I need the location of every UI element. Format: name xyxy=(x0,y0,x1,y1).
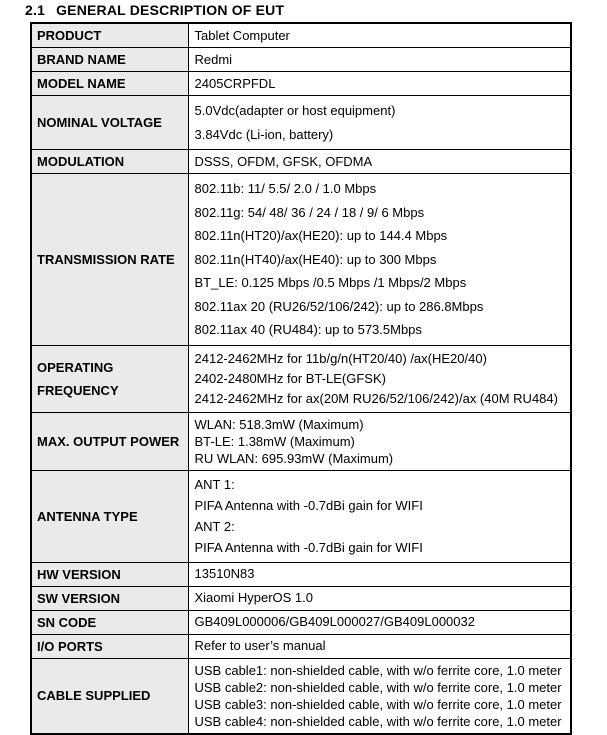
value-line: ANT 2: xyxy=(194,519,235,534)
value-line: USB cable1: non-shielded cable, with w/o ferrite core, 1.0 meter xyxy=(194,662,562,678)
row-label: SW VERSION xyxy=(31,586,188,610)
value-line: USB cable3: non-shielded cable, with w/o ferrite core, 1.0 meter xyxy=(194,696,562,712)
value-line: Tablet Computer xyxy=(194,27,290,43)
value-line: PIFA Antenna with -0.7dBi gain for WIFI xyxy=(194,497,423,513)
row-value xyxy=(188,610,571,634)
page-title: GENERAL DESCRIPTION OF EUT xyxy=(56,2,285,18)
row-value xyxy=(188,174,571,346)
eut-description-table xyxy=(30,22,572,735)
value-line: 802.11n(HT40)/ax(HE40): up to 300 Mbps xyxy=(194,251,437,267)
value-line: BT-LE: 1.38mW (Maximum) xyxy=(194,433,355,449)
row-label: SN CODE xyxy=(31,610,188,634)
value-line: 13510N83 xyxy=(194,566,255,581)
table-row xyxy=(31,150,571,174)
row-label: I/O PORTS xyxy=(31,634,188,658)
value-line: 802.11n(HT20)/ax(HE20): up to 144.4 Mbps xyxy=(194,228,448,243)
value-line: GB409L000006/GB409L000027/GB409L000032 xyxy=(194,614,475,629)
value-line: Refer to user’s manual xyxy=(194,638,326,653)
row-label: ANTENNA TYPE xyxy=(31,470,188,562)
table-row xyxy=(31,174,571,346)
value-line: RU WLAN: 695.93mW (Maximum) xyxy=(194,450,394,466)
row-value xyxy=(188,72,571,96)
value-line: 2412-2462MHz for 11b/g/n(HT20/40) /ax(HE20/40) xyxy=(194,350,487,366)
row-value xyxy=(188,48,571,72)
table-row xyxy=(31,412,571,470)
value-line: 802.11b: 11/ 5.5/ 2.0 / 1.0 Mbps xyxy=(194,181,377,196)
value-line: DSSS, OFDM, GFSK, OFDMA xyxy=(194,153,373,169)
row-label: BRAND NAME xyxy=(31,48,188,72)
table-row xyxy=(31,586,571,610)
row-label: HW VERSION xyxy=(31,562,188,586)
value-line: 3.84Vdc (Li-ion, battery) xyxy=(194,126,334,142)
row-label: OPERATING FREQUENCY xyxy=(31,345,188,412)
row-value xyxy=(188,96,571,150)
row-value xyxy=(188,562,571,586)
table-row xyxy=(31,634,571,658)
row-label: PRODUCT xyxy=(31,23,188,48)
table-row xyxy=(31,72,571,96)
value-line: 802.11g: 54/ 48/ 36 / 24 / 18 / 9/ 6 Mbps xyxy=(194,204,425,220)
value-line: Redmi xyxy=(194,51,233,67)
row-value xyxy=(188,150,571,174)
row-value xyxy=(188,23,571,48)
row-label: TRANSMISSION RATE xyxy=(31,174,188,346)
section-heading xyxy=(25,2,607,18)
value-line: BT_LE: 0.125 Mbps /0.5 Mbps /1 Mbps/2 Mbps xyxy=(194,275,467,290)
table-row xyxy=(31,23,571,48)
row-label: MODEL NAME xyxy=(31,72,188,96)
table-row xyxy=(31,96,571,150)
row-label: NOMINAL VOLTAGE xyxy=(31,96,188,150)
table-row xyxy=(31,470,571,562)
row-value xyxy=(188,412,571,470)
value-line: Xiaomi HyperOS 1.0 xyxy=(194,590,313,605)
value-line: ANT 1: xyxy=(194,476,235,492)
row-value xyxy=(188,470,571,562)
row-label: MAX. OUTPUT POWER xyxy=(31,412,188,470)
row-value xyxy=(188,658,571,734)
table-body xyxy=(31,23,571,734)
row-value xyxy=(188,634,571,658)
table-row xyxy=(31,345,571,412)
value-line: 2412-2462MHz for ax(20M RU26/52/106/242)/ax (40M RU484) xyxy=(194,390,558,406)
table-row xyxy=(31,658,571,734)
row-value xyxy=(188,586,571,610)
value-line: USB cable2: non-shielded cable, with w/o ferrite core, 1.0 meter xyxy=(194,679,562,695)
row-label: CABLE SUPPLIED xyxy=(31,658,188,734)
value-line: USB cable4: non-shielded cable, with w/o ferrite core, 1.0 meter xyxy=(194,713,562,729)
value-line: WLAN: 518.3mW (Maximum) xyxy=(194,416,364,432)
row-value xyxy=(188,345,571,412)
table-row xyxy=(31,48,571,72)
table-row xyxy=(31,610,571,634)
table-row xyxy=(31,562,571,586)
value-line: PIFA Antenna with -0.7dBi gain for WIFI xyxy=(194,540,423,556)
value-line: 2402-2480MHz for BT-LE(GFSK) xyxy=(194,370,386,386)
value-line: 5.0Vdc(adapter or host equipment) xyxy=(194,103,396,118)
row-label: MODULATION xyxy=(31,150,188,174)
value-line: 2405CRPFDL xyxy=(194,75,276,91)
section-number: 2.1 xyxy=(25,2,46,18)
value-line: 802.11ax 40 (RU484): up to 573.5Mbps xyxy=(194,322,422,337)
value-line: 802.11ax 20 (RU26/52/106/242): up to 286.8Mbps xyxy=(194,298,484,314)
